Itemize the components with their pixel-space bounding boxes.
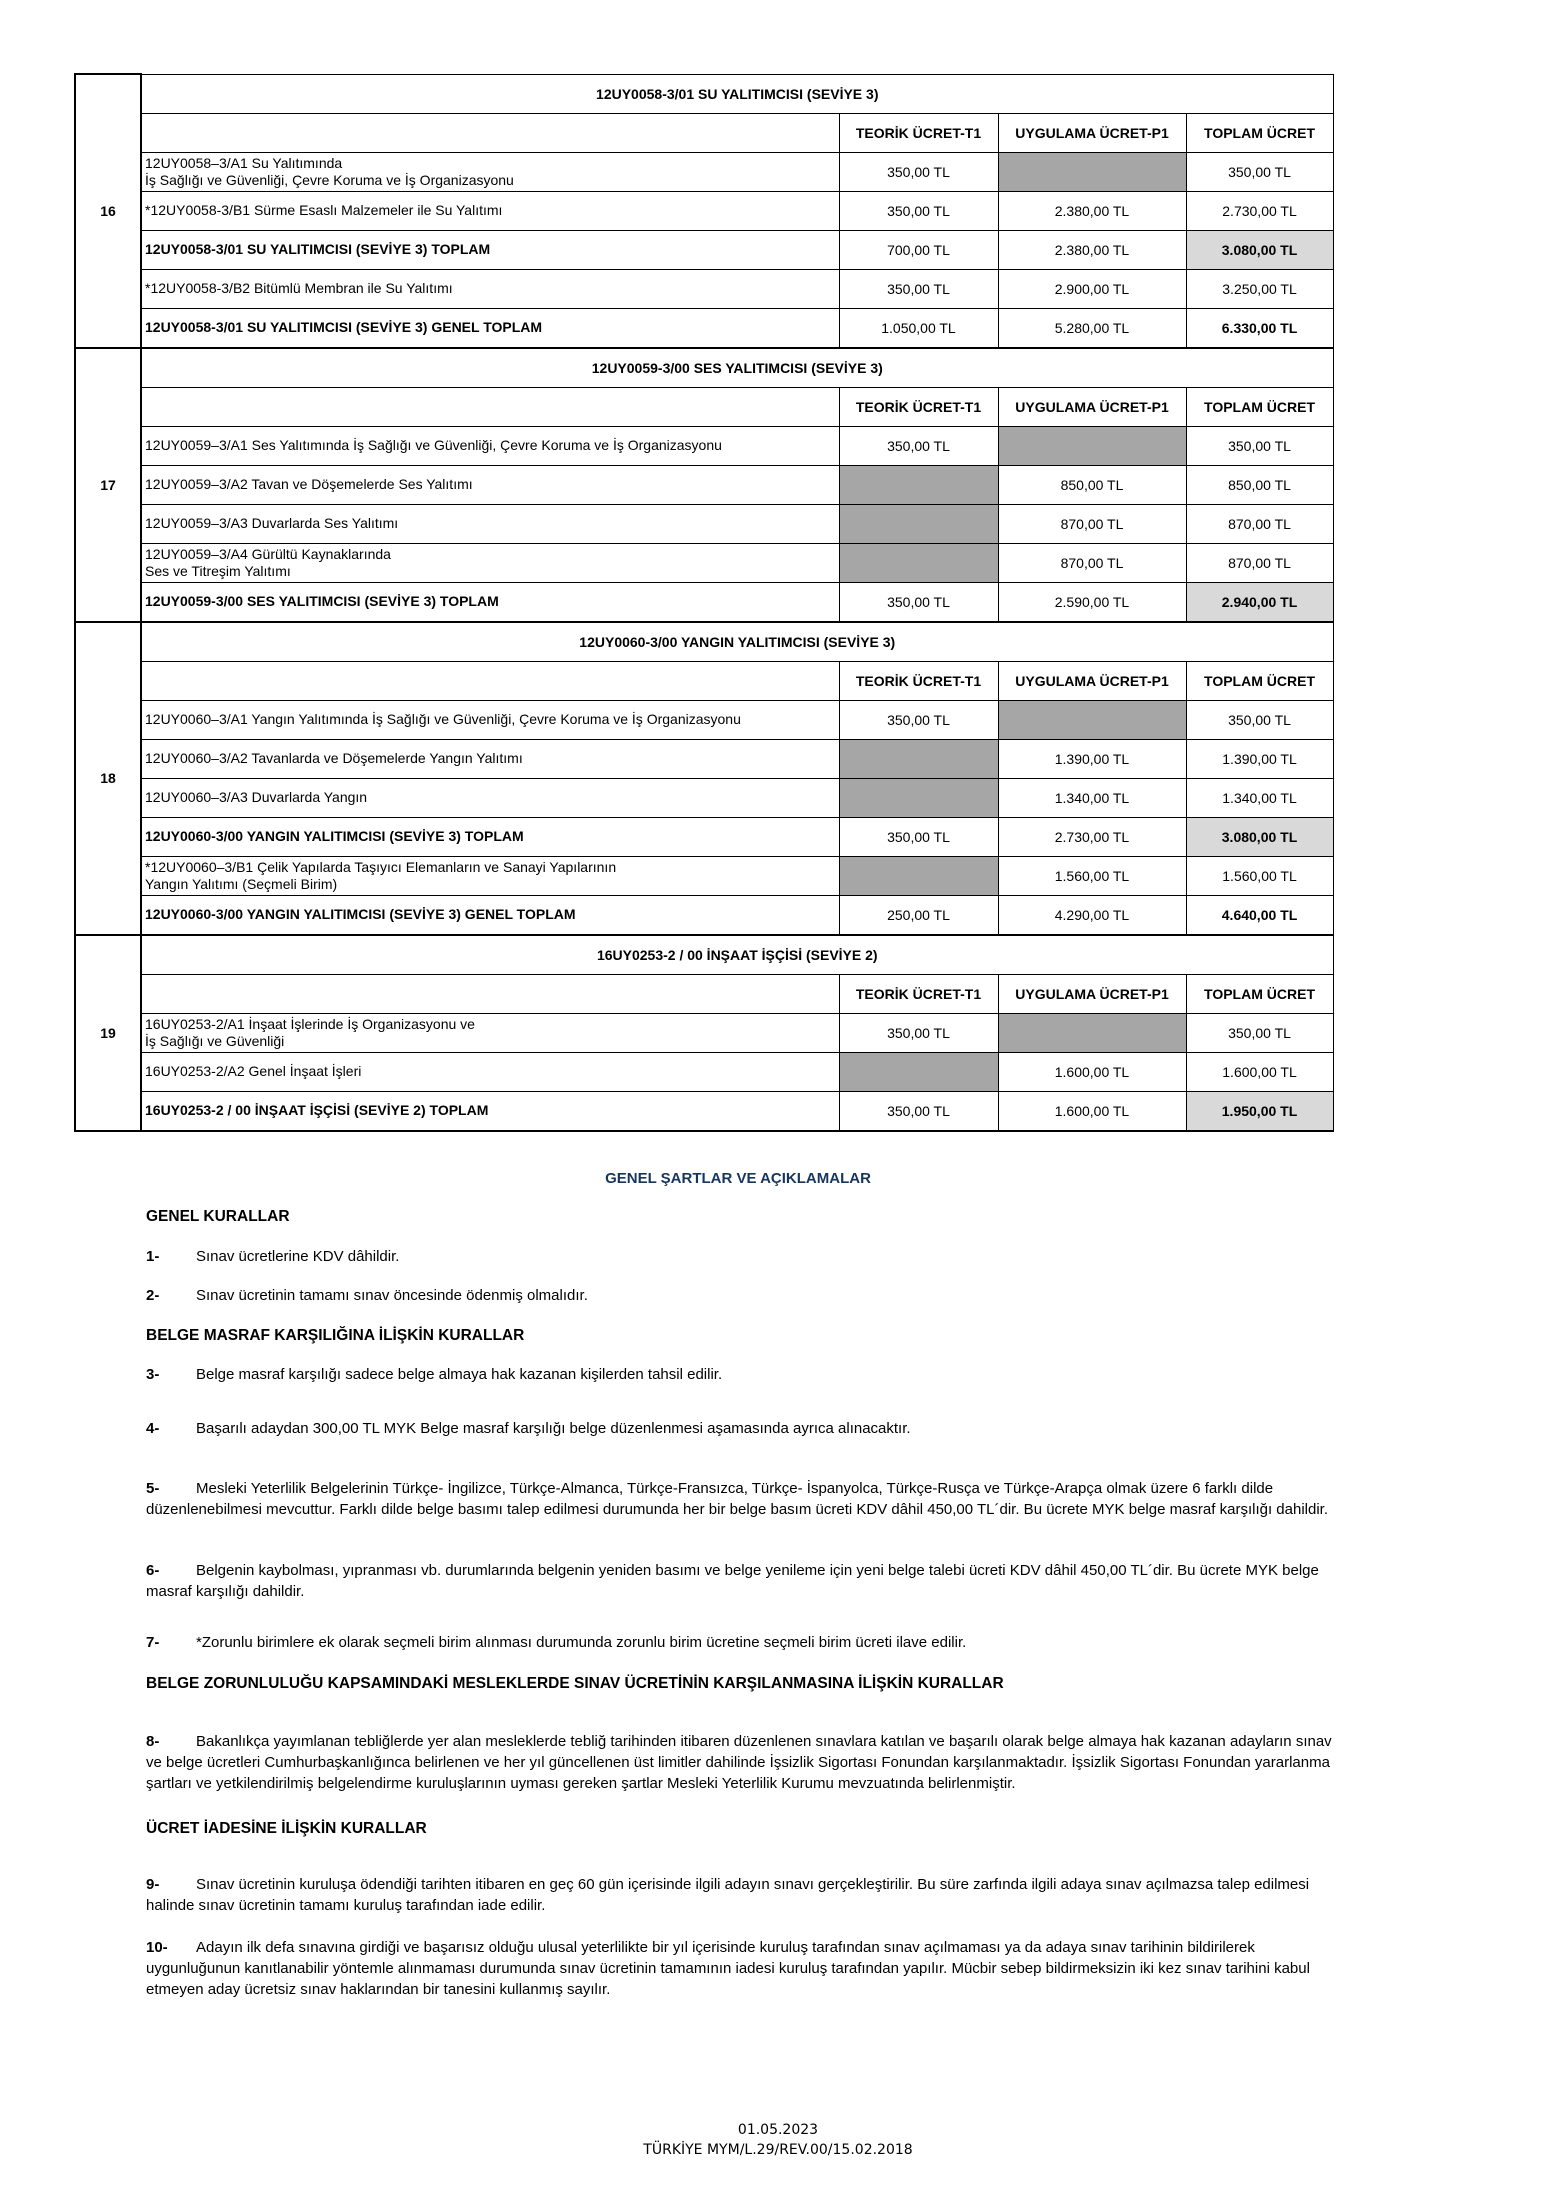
total-fee: 350,00 TL <box>1186 1013 1333 1052</box>
row-number: 18 <box>75 622 141 935</box>
unit-name: 16UY0253-2/A1 İnşaat İşlerinde İş Organizasyonu ve İş Sağlığı ve Güvenliği <box>141 1013 839 1052</box>
practice-fee: 850,00 TL <box>998 465 1186 504</box>
theory-fee <box>839 1052 998 1091</box>
unit-row <box>75 543 1333 582</box>
rule-6 <box>146 1560 1344 1602</box>
header-practice-fee: UYGULAMA ÜCRET-P1 <box>998 974 1186 1013</box>
row-number: 17 <box>75 348 141 622</box>
fee-table <box>74 73 1334 1132</box>
rule-text: *Zorunlu birimlere ek olarak seçmeli birim alınması durumunda zorunlu birim ücretine seçmeli birim ücreti ilave edilir. <box>196 1634 967 1651</box>
total-row <box>75 817 1333 856</box>
unit-name: 12UY0059–3/A3 Duvarlarda Ses Yalıtımı <box>141 504 839 543</box>
theory-fee: 350,00 TL <box>839 700 998 739</box>
header-practice-fee: UYGULAMA ÜCRET-P1 <box>998 661 1186 700</box>
practice-fee: 1.560,00 TL <box>998 856 1186 895</box>
grand-total-row <box>75 895 1333 935</box>
rule-3 <box>146 1364 1346 1385</box>
theory-fee: 350,00 TL <box>839 426 998 465</box>
rule-2 <box>146 1285 588 1306</box>
fee-table-body <box>75 74 1333 1131</box>
refund-title: ÜCRET İADESİNE İLİŞKİN KURALLAR <box>146 1820 427 1837</box>
theory-fee: 350,00 TL <box>839 269 998 308</box>
practice-fee: 2.590,00 TL <box>998 582 1186 622</box>
header-total-fee: TOPLAM ÜCRET <box>1186 387 1333 426</box>
rule-9 <box>146 1874 1344 1916</box>
unit-row <box>75 465 1333 504</box>
practice-fee: 870,00 TL <box>998 543 1186 582</box>
rule-number: 8- <box>146 1733 160 1750</box>
unit-row <box>75 700 1333 739</box>
total-fee: 1.390,00 TL <box>1186 739 1333 778</box>
practice-fee: 2.900,00 TL <box>998 269 1186 308</box>
theory-fee <box>839 465 998 504</box>
total-fee: 1.340,00 TL <box>1186 778 1333 817</box>
rule-number: 9- <box>146 1876 160 1893</box>
header-blank <box>141 974 839 1013</box>
header-blank <box>141 661 839 700</box>
total-fee: 870,00 TL <box>1186 504 1333 543</box>
column-header-row <box>75 113 1333 152</box>
theory-fee <box>839 856 998 895</box>
rule-number: 3- <box>146 1366 160 1383</box>
unit-row <box>75 778 1333 817</box>
unit-row <box>75 504 1333 543</box>
unit-name: 12UY0059–3/A2 Tavan ve Döşemelerde Ses Yalıtımı <box>141 465 839 504</box>
header-blank <box>141 113 839 152</box>
theory-fee: 350,00 TL <box>839 582 998 622</box>
total-fee: 1.560,00 TL <box>1186 856 1333 895</box>
unit-name: 16UY0253-2/A2 Genel İnşaat İşleri <box>141 1052 839 1091</box>
practice-fee <box>998 426 1186 465</box>
unit-name: 12UY0058–3/A1 Su Yalıtımında İş Sağlığı ve Güvenliği, Çevre Koruma ve İş Organizasyonu <box>141 152 839 191</box>
practice-fee: 870,00 TL <box>998 504 1186 543</box>
section-title-row <box>75 74 1333 113</box>
header-theory-fee: TEORİK ÜCRET-T1 <box>839 974 998 1013</box>
total-row <box>75 1091 1333 1131</box>
rule-7 <box>146 1632 1346 1653</box>
total-fee: 1.950,00 TL <box>1186 1091 1333 1131</box>
rule-text: Sınav ücretinin tamamı sınav öncesinde ödenmiş olmalıdır. <box>196 1287 588 1304</box>
theory-fee: 350,00 TL <box>839 191 998 230</box>
unit-name: 12UY0060-3/00 YANGIN YALITIMCISI (SEVİYE 3) GENEL TOPLAM <box>141 895 839 935</box>
header-blank <box>141 387 839 426</box>
practice-fee: 2.380,00 TL <box>998 191 1186 230</box>
unit-row <box>75 191 1333 230</box>
general-rules-title: GENEL KURALLAR <box>146 1208 290 1225</box>
rule-number: 5- <box>146 1480 160 1497</box>
practice-fee: 1.600,00 TL <box>998 1052 1186 1091</box>
unit-name: *12UY0058-3/B1 Sürme Esaslı Malzemeler ile Su Yalıtımı <box>141 191 839 230</box>
header-theory-fee: TEORİK ÜCRET-T1 <box>839 387 998 426</box>
theory-fee <box>839 739 998 778</box>
total-fee: 6.330,00 TL <box>1186 308 1333 348</box>
total-fee: 350,00 TL <box>1186 152 1333 191</box>
unit-row <box>75 1013 1333 1052</box>
qualification-title: 12UY0059-3/00 SES YALITIMCISI (SEVİYE 3) <box>141 348 1333 388</box>
unit-name: 12UY0058-3/01 SU YALITIMCISI (SEVİYE 3) TOPLAM <box>141 230 839 269</box>
column-header-row <box>75 974 1333 1013</box>
theory-fee: 350,00 TL <box>839 152 998 191</box>
rule-1 <box>146 1246 399 1267</box>
section-title-row <box>75 622 1333 662</box>
total-fee: 3.080,00 TL <box>1186 230 1333 269</box>
qualification-title: 16UY0253-2 / 00 İNŞAAT İŞÇİSİ (SEVİYE 2) <box>141 935 1333 975</box>
practice-fee: 5.280,00 TL <box>998 308 1186 348</box>
unit-name: 12UY0059–3/A1 Ses Yalıtımında İş Sağlığı ve Güvenliği, Çevre Koruma ve İş Organizasyonu <box>141 426 839 465</box>
total-fee: 2.730,00 TL <box>1186 191 1333 230</box>
page-footer <box>0 2120 1556 2160</box>
rule-number: 7- <box>146 1634 160 1651</box>
unit-row <box>75 739 1333 778</box>
rule-4 <box>146 1418 1346 1439</box>
total-fee: 4.640,00 TL <box>1186 895 1333 935</box>
header-total-fee: TOPLAM ÜCRET <box>1186 974 1333 1013</box>
practice-fee: 1.340,00 TL <box>998 778 1186 817</box>
practice-fee <box>998 152 1186 191</box>
qualification-title: 12UY0060-3/00 YANGIN YALITIMCISI (SEVİYE 3) <box>141 622 1333 662</box>
practice-fee: 1.600,00 TL <box>998 1091 1186 1131</box>
practice-fee: 1.390,00 TL <box>998 739 1186 778</box>
header-practice-fee: UYGULAMA ÜCRET-P1 <box>998 113 1186 152</box>
unit-row <box>75 152 1333 191</box>
rule-text: Sınav ücretinin kuruluşa ödendiği tarihten itibaren en geç 60 gün içerisinde ilgili adayın sınavı gerçekleştirilir. Bu süre zarfında ilgili adaya sınav açılmazsa talep edilmesi halinde sınav ücretinin tamamı kuruluş tarafından iade edilir. <box>146 1876 1310 1914</box>
rule-text: Belgenin kaybolması, yıpranması vb. durumlarında belgenin yeniden basımı ve belge yenileme için yeni belge talebi ücreti KDV dâhil 450,00 TL´dir. Bu ücrete MYK belge masraf karşılığı dahildir. <box>146 1562 1319 1600</box>
total-fee: 350,00 TL <box>1186 700 1333 739</box>
column-header-row <box>75 661 1333 700</box>
unit-name: *12UY0058-3/B2 Bitümlü Membran ile Su Yalıtımı <box>141 269 839 308</box>
total-fee: 3.080,00 TL <box>1186 817 1333 856</box>
theory-fee: 250,00 TL <box>839 895 998 935</box>
total-fee: 2.940,00 TL <box>1186 582 1333 622</box>
total-fee: 850,00 TL <box>1186 465 1333 504</box>
theory-fee <box>839 543 998 582</box>
theory-fee <box>839 504 998 543</box>
rule-number: 10- <box>146 1939 168 1956</box>
rule-number: 6- <box>146 1562 160 1579</box>
unit-name: 12UY0059–3/A4 Gürültü Kaynaklarında Ses ve Titreşim Yalıtımı <box>141 543 839 582</box>
practice-fee: 2.380,00 TL <box>998 230 1186 269</box>
rule-text: Bakanlıkça yayımlanan tebliğlerde yer alan mesleklerde tebliğ tarihinden itibaren düzenlenen sınavlara katılan ve başarılı olarak belge almaya hak kazanan adayların sınav ve belge ücretleri Cumhurbaşkanlığınca belirlenen ve her yıl güncellenen üst limitler dahilinde İşsizlik Sigortası Fonundan karşılanmaktadır. İşsizlik Sigortası Fonundan yararlanma şartları ve yetkilendirilmiş belgelendirme kuruluşlarının uyması gereken şartlar Mesleki Yeterlilik Kurumu mevzuatında belirlenmiştir. <box>146 1733 1332 1792</box>
total-row <box>75 230 1333 269</box>
rule-text: Sınav ücretlerine KDV dâhildir. <box>196 1248 400 1265</box>
conditions-heading: GENEL ŞARTLAR VE AÇIKLAMALAR <box>605 1170 871 1187</box>
rule-text: Adayın ilk defa sınavına girdiği ve başarısız olduğu ulusal yeterlilikte bir yıl içerisinde kuruluş tarafından sınav açılmaması ya da adaya sınav tarihinin bildirilerek uygunluğunun kanıtlanabilir yöntemle alınmaması durumunda sınav ücretinin tamamının iadesi kuruluş tarafından yapılır. Mücbir sebep bildirmeksizin iki kez sınav tarihini kabul etmeyen aday ücretsiz sınav haklarından bir tanesini kullanmış sayılır. <box>146 1939 1310 1998</box>
obligation-title: BELGE ZORUNLULUĞU KAPSAMINDAKİ MESLEKLERDE SINAV ÜCRETİNİN KARŞILANMASINA İLİŞKİN KURALLAR <box>146 1675 1004 1692</box>
rule-number: 1- <box>146 1248 160 1265</box>
unit-name: 12UY0060-3/00 YANGIN YALITIMCISI (SEVİYE 3) TOPLAM <box>141 817 839 856</box>
section-title-row <box>75 935 1333 975</box>
rule-10 <box>146 1937 1344 2000</box>
column-header-row <box>75 387 1333 426</box>
header-practice-fee: UYGULAMA ÜCRET-P1 <box>998 387 1186 426</box>
total-fee: 350,00 TL <box>1186 426 1333 465</box>
unit-row <box>75 1052 1333 1091</box>
row-number: 19 <box>75 935 141 1131</box>
theory-fee: 350,00 TL <box>839 1091 998 1131</box>
rule-text: Başarılı adaydan 300,00 TL MYK Belge masraf karşılığı belge düzenlenmesi aşamasında ayrıca alınacaktır. <box>196 1420 911 1437</box>
practice-fee <box>998 1013 1186 1052</box>
theory-fee: 1.050,00 TL <box>839 308 998 348</box>
unit-name: 12UY0058-3/01 SU YALITIMCISI (SEVİYE 3) GENEL TOPLAM <box>141 308 839 348</box>
rule-number: 2- <box>146 1287 160 1304</box>
unit-row <box>75 856 1333 895</box>
theory-fee <box>839 778 998 817</box>
unit-name: 12UY0060–3/A1 Yangın Yalıtımında İş Sağlığı ve Güvenliği, Çevre Koruma ve İş Organizasyonu <box>141 700 839 739</box>
certificate-fee-title: BELGE MASRAF KARŞILIĞINA İLİŞKİN KURALLAR <box>146 1327 525 1344</box>
total-fee: 3.250,00 TL <box>1186 269 1333 308</box>
practice-fee: 4.290,00 TL <box>998 895 1186 935</box>
rule-text: Mesleki Yeterlilik Belgelerinin Türkçe- İngilizce, Türkçe-Almanca, Türkçe-Fransızca, Türkçe- İspanyolca, Türkçe-Rusça ve Türkçe-Arapça olmak üzere 6 farklı dilde düzenlenebilmesi mevcuttur. Farklı dilde belge basımı talep edilmesi durumunda her bir belge basım ücreti KDV dâhil 450,00 TL´dir. Bu ücrete MYK belge masraf karşılığı dahildir. <box>146 1480 1328 1518</box>
total-row <box>75 582 1333 622</box>
unit-row <box>75 426 1333 465</box>
unit-name: 12UY0060–3/A2 Tavanlarda ve Döşemelerde Yangın Yalıtımı <box>141 739 839 778</box>
theory-fee: 350,00 TL <box>839 1013 998 1052</box>
total-fee: 1.600,00 TL <box>1186 1052 1333 1091</box>
unit-name: *12UY0060–3/B1 Çelik Yapılarda Taşıyıcı Elemanların ve Sanayi Yapılarının Yangın Yalıtımı (Seçmeli Birim) <box>141 856 839 895</box>
total-fee: 870,00 TL <box>1186 543 1333 582</box>
theory-fee: 700,00 TL <box>839 230 998 269</box>
row-number: 16 <box>75 74 141 348</box>
footer-date: 01.05.2023 <box>737 2122 819 2138</box>
header-total-fee: TOPLAM ÜCRET <box>1186 113 1333 152</box>
grand-total-row <box>75 308 1333 348</box>
rule-number: 4- <box>146 1420 160 1437</box>
unit-name: 16UY0253-2 / 00 İNŞAAT İŞÇİSİ (SEVİYE 2) TOPLAM <box>141 1091 839 1131</box>
section-title-row <box>75 348 1333 388</box>
theory-fee: 350,00 TL <box>839 817 998 856</box>
footer-doc-code: TÜRKİYE MYM/L.29/REV.00/15.02.2018 <box>643 2142 913 2158</box>
rule-5 <box>146 1478 1344 1520</box>
header-total-fee: TOPLAM ÜCRET <box>1186 661 1333 700</box>
header-theory-fee: TEORİK ÜCRET-T1 <box>839 661 998 700</box>
unit-row <box>75 269 1333 308</box>
practice-fee: 2.730,00 TL <box>998 817 1186 856</box>
rule-text: Belge masraf karşılığı sadece belge almaya hak kazanan kişilerden tahsil edilir. <box>196 1366 723 1383</box>
unit-name: 12UY0060–3/A3 Duvarlarda Yangın <box>141 778 839 817</box>
rule-8 <box>146 1731 1344 1794</box>
header-theory-fee: TEORİK ÜCRET-T1 <box>839 113 998 152</box>
practice-fee <box>998 700 1186 739</box>
unit-name: 12UY0059-3/00 SES YALITIMCISI (SEVİYE 3) TOPLAM <box>141 582 839 622</box>
qualification-title: 12UY0058-3/01 SU YALITIMCISI (SEVİYE 3) <box>141 74 1333 113</box>
